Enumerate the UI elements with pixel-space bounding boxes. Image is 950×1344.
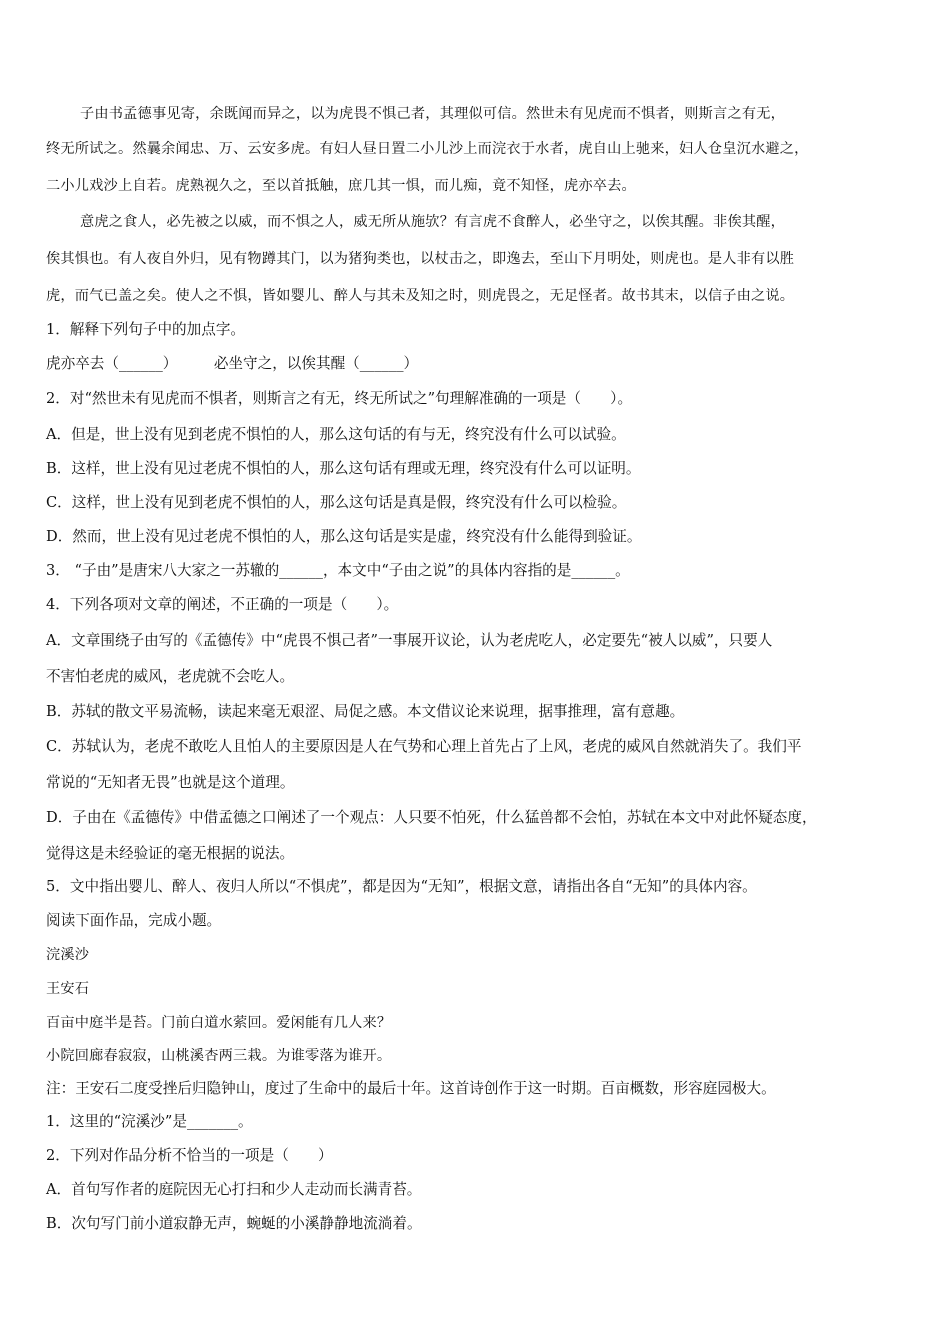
poem-author: 王安石 — [46, 981, 90, 997]
question-2: 2．对“然世未有见虎而不惧者，则斯言之有无，终无所试之”句理解准确的一项是（ ）。 — [46, 390, 633, 407]
question-4-option-c: C．苏轼认为，老虎不敢吃人且怕人的主要原因是人在气势和心理上首先占了上风，老虎的威风自然就消失了。我们平 — [46, 738, 802, 755]
question-1-items: 虎亦卒去（______） 必坐守之，以俟其醒（______） — [46, 355, 419, 372]
poem-line: 百亩中庭半是苔。门前白道水萦回。爱闲能有几人来？ — [46, 1015, 392, 1031]
section2-question-2-option-a: A．首句写作者的庭院因无心打扫和少人走动而长满青苔。 — [46, 1181, 422, 1198]
question-4: 4．下列各项对文章的阐述，不正确的一项是（ ）。 — [46, 596, 399, 613]
question-2-option-b: B．这样，世上没有见过老虎不惧怕的人，那么这句话有理或无理，终究没有什么可以证明。 — [46, 460, 641, 477]
question-2-option-d: D．然而，世上没有见过老虎不惧怕的人，那么这句话是实是虚，终究没有什么能得到验证。 — [46, 528, 642, 545]
passage-line: 俟其惧也。有人夜自外归，见有物蹲其门，以为猪狗类也，以杖击之，即逸去，至山下月明处，则虎也。是人非有以胜 — [46, 251, 795, 267]
question-4-option-d-cont: 觉得这是未经验证的毫无根据的说法。 — [46, 845, 295, 862]
section-instruction: 阅读下面作品，完成小题。 — [46, 912, 222, 929]
passage-line: 终无所试之。然曩余闻忠、万、云安多虎。有妇人昼日置二小儿沙上而浣衣于水者，虎自山上驰来，妇人仓皇沉水避之， — [46, 141, 809, 157]
question-4-option-c-cont: 常说的“无知者无畏”也就是这个道理。 — [46, 774, 295, 791]
question-2-option-c: C．这样，世上没有见到老虎不惧怕的人，那么这句话是真是假，终究没有什么可以检验。 — [46, 494, 627, 511]
question-4-option-b: B．苏轼的散文平易流畅，读起来毫无艰涩、局促之感。本文借议论来说理，据事推理，富有意趣。 — [46, 703, 685, 720]
poem-title: 浣溪沙 — [46, 947, 90, 963]
question-4-option-d: D．子由在《孟德传》中借孟德之口阐述了一个观点：人只要不怕死，什么猛兽都不会怕，苏轼在本文中对此怀疑态度， — [46, 809, 817, 826]
section2-question-1: 1．这里的“浣溪沙”是_______。 — [46, 1113, 253, 1130]
poem-line: 小院回廊春寂寂，山桃溪杏两三栽。为谁零落为谁开。 — [46, 1048, 392, 1064]
question-5: 5．文中指出婴儿、醉人、夜归人所以“不惧虎”，都是因为“无知”，根据文意，请指出各自“无知”的具体内容。 — [46, 878, 757, 895]
section2-question-2-option-b: B．次句写门前小道寂静无声，蜿蜒的小溪静静地流淌着。 — [46, 1215, 422, 1232]
passage-line: 意虎之食人，必先被之以威，而不惧之人，威无所从施欤？有言虎不食醉人，必坐守之，以俟其醒。非俟其醒， — [80, 214, 785, 230]
question-4-option-a-cont: 不害怕老虎的威风，老虎就不会吃人。 — [46, 668, 295, 685]
passage-line: 子由书孟德事见寄，余既闻而异之，以为虎畏不惧己者，其理似可信。然世未有见虎而不惧者，则斯言之有无， — [80, 106, 785, 122]
question-3: 3． “子由”是唐宋八大家之一苏辙的______，本文中“子由之说”的具体内容指的是______。 — [46, 562, 630, 579]
poem-note: 注：王安石二度受挫后归隐钟山，度过了生命中的最后十年。这首诗创作于这一时期。百亩概数，形容庭园极大。 — [46, 1080, 776, 1097]
passage-line: 二小儿戏沙上自若。虎熟视久之，至以首抵触，庶几其一惧，而儿痴，竟不知怪，虎亦卒去。 — [46, 178, 636, 194]
passage-line: 虎，而气已盖之矣。使人之不惧，皆如婴儿、醉人与其未及知之时，则虎畏之，无足怪者。故书其末，以信子由之说。 — [46, 288, 795, 304]
question-4-option-a: A．文章围绕子由写的《孟德传》中“虎畏不惧己者”一事展开议论，认为老虎吃人，必定要先“被人以威”，只要人 — [46, 632, 773, 649]
question-1: 1．解释下列句子中的加点字。 — [46, 321, 246, 338]
section2-question-2: 2．下列对作品分析不恰当的一项是（ ） — [46, 1147, 333, 1164]
question-2-option-a: A．但是，世上没有见到老虎不惧怕的人，那么这句话的有与无，终究没有什么可以试验。 — [46, 426, 626, 443]
